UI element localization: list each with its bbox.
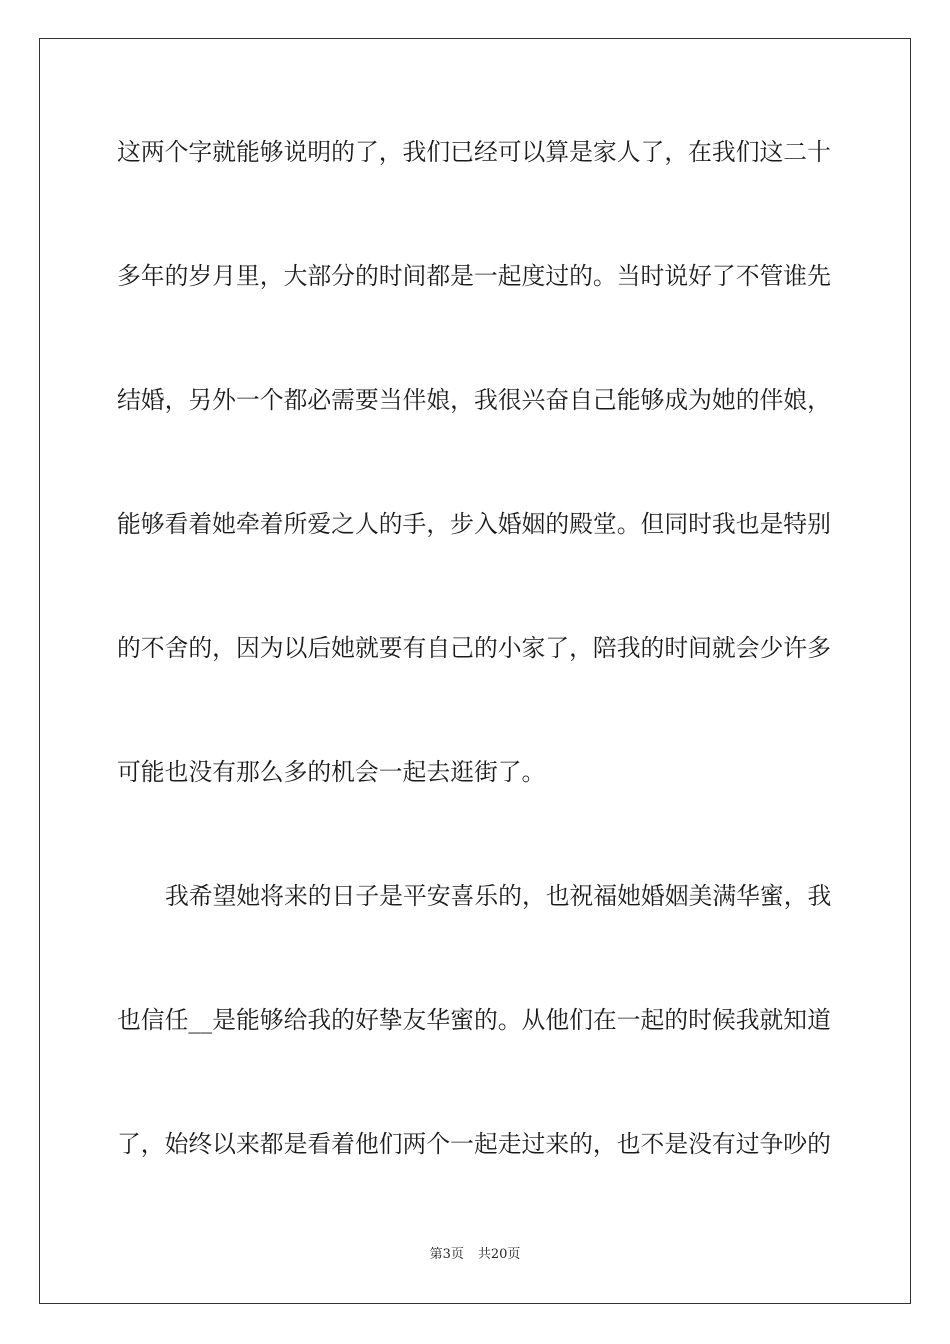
- paragraph-line-4: 能够看着她牵着所爱之人的手，步入婚姻的殿堂。但同时我也是特别: [117, 510, 831, 538]
- paragraph-line-8: 也信任__是能够给我的好挚友华蜜的。从他们在一起的时候我就知道: [117, 1006, 831, 1034]
- page-footer: [0, 1246, 950, 1264]
- paragraph-line-1: 这两个字就能够说明的了，我们已经可以算是家人了，在我们这二十: [117, 138, 831, 166]
- page-number: 第3页: [429, 1247, 464, 1262]
- page-total: 共20页: [477, 1247, 521, 1262]
- paragraph-line-5: 的不舍的，因为以后她就要有自己的小家了，陪我的时间就会少许多: [117, 634, 831, 662]
- paragraph-line-3: 结婚，另外一个都必需要当伴娘，我很兴奋自己能够成为她的伴娘，: [117, 386, 831, 414]
- paragraph-line-6: 可能也没有那么多的机会一起去逛街了。: [117, 758, 546, 786]
- paragraph-line-7: 我希望她将来的日子是平安喜乐的，也祝福她婚姻美满华蜜，我: [165, 882, 832, 910]
- page-border: [39, 38, 911, 1304]
- paragraph-line-9: 了，始终以来都是看着他们两个一起走过来的，也不是没有过争吵的: [117, 1130, 831, 1158]
- paragraph-line-2: 多年的岁月里，大部分的时间都是一起度过的。当时说好了不管谁先: [117, 262, 831, 290]
